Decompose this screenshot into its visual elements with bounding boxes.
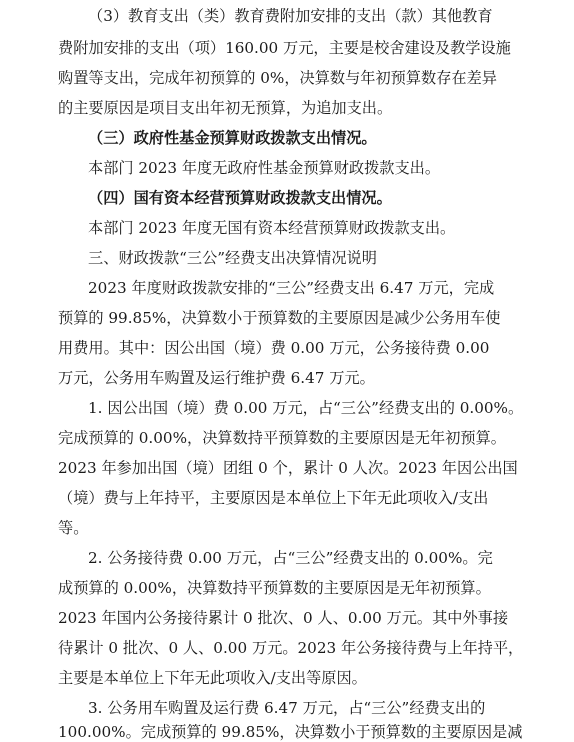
paragraph-line: 3. 公务用车购置及运行费 6.47 万元，占“三公”经费支出的 <box>88 699 486 717</box>
section-heading: （三）政府性基金预算财政拨款支出情况。 <box>88 129 377 147</box>
section-heading: （四）国有资本经营预算财政拨款支出情况。 <box>88 189 392 207</box>
paragraph-line: 2023 年度财政拨款安排的“三公”经费支出 6.47 万元，完成 <box>88 279 495 297</box>
paragraph-line: 2023 年国内公务接待累计 0 批次、0 人、0.00 万元。其中外事接 <box>58 609 509 627</box>
paragraph-line: 成预算的 0.00%，决算数持平预算数的主要原因是无年初预算。 <box>58 579 491 597</box>
paragraph-line: 本部门 2023 年度无国有资本经营预算财政拨款支出。 <box>88 219 456 237</box>
paragraph-line: （3）教育支出（类）教育费附加安排的支出（款）其他教育 <box>88 7 493 25</box>
paragraph-line: 预算的 99.85%，决算数小于预算数的主要原因是减少公务用车使 <box>58 309 501 327</box>
paragraph-line: 2. 公务接待费 0.00 万元，占“三公”经费支出的 0.00%。完 <box>88 549 493 567</box>
paragraph-line: 购置等支出，完成年初预算的 0%，决算数与年初预算数存在差异 <box>58 69 497 87</box>
paragraph-line: 待累计 0 批次、0 人、0.00 万元。2023 年公务接待费与上年持平， <box>58 639 524 657</box>
paragraph-line: 的主要原因是项目支出年初无预算，为追加支出。 <box>58 99 393 117</box>
section-title: 三、财政拨款“三公”经费支出决算情况说明 <box>88 249 377 267</box>
paragraph-line: 主要是本单位上下年无此项收入/支出等原因。 <box>58 669 367 687</box>
paragraph-line: 万元，公务用车购置及运行维护费 6.47 万元。 <box>58 369 375 387</box>
paragraph-line: 费附加安排的支出（项）160.00 万元，主要是校舍建设及教学设施 <box>58 39 511 57</box>
paragraph-line: （境）费与上年持平，主要原因是本单位上下年无此项收入/支出 <box>58 489 489 507</box>
paragraph-line: 等。 <box>58 519 89 537</box>
paragraph-line: 完成预算的 0.00%，决算数持平预算数的主要原因是无年初预算。 <box>58 429 506 447</box>
paragraph-line: 本部门 2023 年度无政府性基金预算财政拨款支出。 <box>88 159 441 177</box>
paragraph-line: 用费用。其中：因公出国（境）费 0.00 万元，公务接待费 0.00 <box>58 339 490 357</box>
paragraph-line: 100.00%。完成预算的 99.85%，决算数小于预算数的主要原因是减 <box>58 723 523 741</box>
paragraph-line: 2023 年参加出国（境）团组 0 个，累计 0 人次。2023 年因公出国 <box>58 459 518 477</box>
paragraph-line: 1. 因公出国（境）费 0.00 万元，占“三公”经费支出的 0.00%。 <box>88 399 524 417</box>
